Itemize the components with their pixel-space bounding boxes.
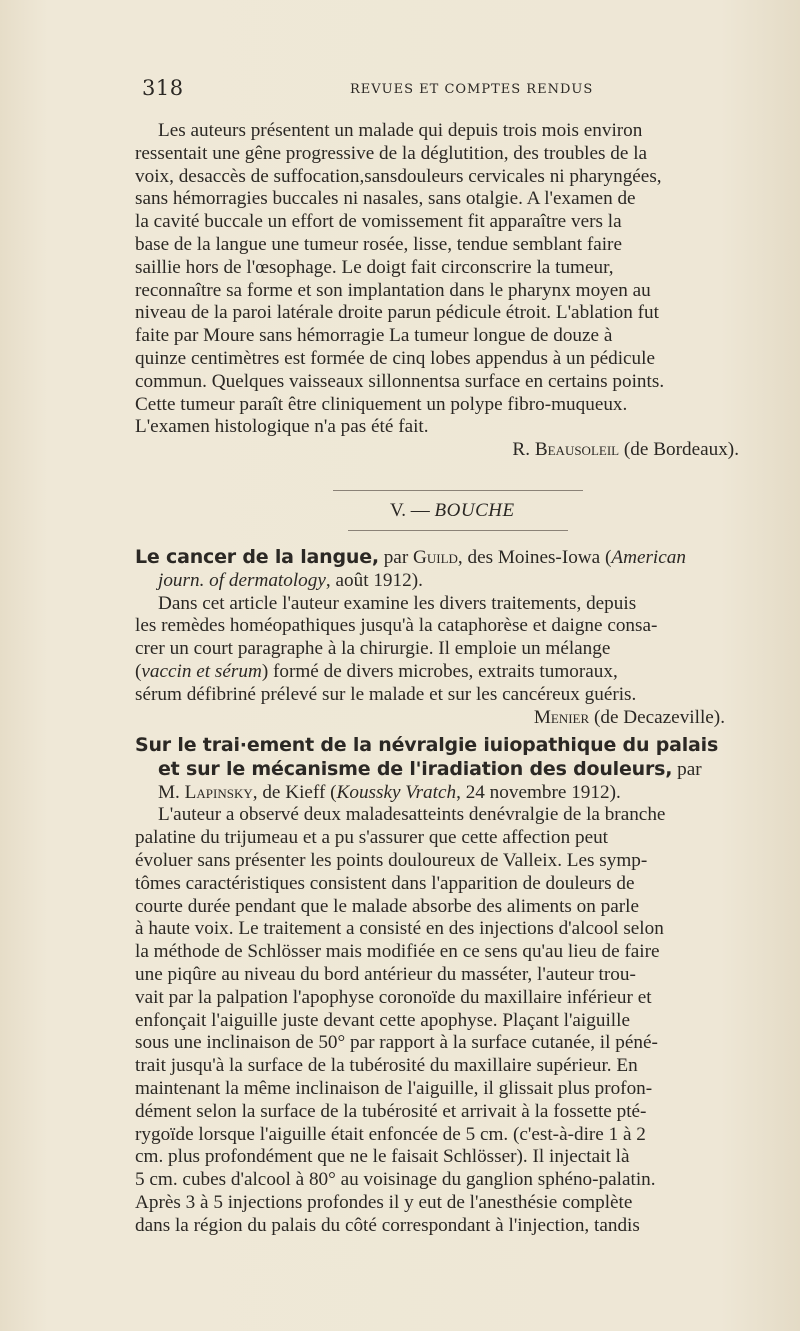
signature-initial: R. [512, 439, 531, 461]
page-header [140, 76, 780, 106]
signature [135, 439, 783, 462]
text-line: dans la région du palais du côté correspondant à l'injection, tandis [135, 1214, 640, 1236]
text-line: la cavité buccale un effort de vomissement fit apparaître vers la [135, 211, 622, 233]
article-title: Le cancer de la langue, [135, 546, 379, 568]
article-date: , août 1912). [325, 569, 423, 591]
article-date: , 24 novembre 1912). [456, 781, 621, 803]
running-title: REVUES ET COMPTES RENDUS [350, 82, 594, 97]
section-heading [390, 500, 515, 522]
text-line: quinze centimètres est formée de cinq lobes appendus à un pédicule [135, 347, 656, 369]
article-heading [135, 734, 783, 758]
text-line: cm. plus profondément que ne le faisait Schlösser). Il injectait là [135, 1146, 630, 1168]
text-line: une piqûre au niveau du bord antérieur du masséter, l'auteur trou- [135, 963, 636, 985]
article-paragraph [135, 120, 783, 439]
article-author: Guild [413, 547, 458, 568]
article-heading: Le cancer de la langue, par Guild, des Moines-Iowa (American [135, 546, 686, 568]
article-paragraph [135, 804, 783, 1237]
text-line: Après 3 à 5 injections profondes il y eut de l'anesthésie complète [135, 1191, 633, 1213]
article-heading-cont [135, 570, 783, 593]
italic-term: vaccin et sérum [141, 660, 262, 682]
text-line: vait par la palpation l'apophyse coronoïde du maxillaire inférieur et [135, 986, 652, 1008]
text-line: crer un court paragraphe à la chirurgie. Il emploie un mélange [135, 638, 611, 660]
article-paragraph [135, 593, 783, 661]
section-title: BOUCHE [434, 500, 515, 521]
text-line: à haute voix. Le traitement a consisté en des injections d'alcool selon [135, 918, 664, 940]
text-line: évoluer sans présenter les points douloureux de Valleix. Les symp- [135, 849, 648, 871]
text-line: faite par Moure sans hémorragie La tumeur longue de douze à [135, 325, 613, 347]
text-line: Cette tumeur paraît être cliniquement un polype fibro-muqueux. [135, 393, 628, 415]
journal-name-part2: journ. of dermatology [158, 569, 326, 591]
article-line: (vaccin et sérum) formé de divers microbes, extraits tumoraux, [135, 660, 618, 682]
text-line: enfonçait l'aiguille juste devant cette apophyse. Plaçant l'aiguille [135, 1009, 630, 1031]
section-number: V. — [390, 500, 430, 521]
text-line: tômes caractéristiques consistent dans l'apparition de douleurs de [135, 872, 635, 894]
article-cancer-langue [135, 546, 783, 729]
text-line: palatine du trijumeau et a pu s'assurer que cette affection peut [135, 827, 609, 849]
text-line: L'examen histologique n'a pas été fait. [135, 416, 429, 438]
page-number: 318 [142, 76, 184, 100]
text-line: la méthode de Schlösser mais modifiée en ce sens qu'au lieu de faire [135, 941, 660, 963]
text-line: les remèdes homéopathiques jusqu'à la cataphorèse et daigne consa- [135, 615, 658, 637]
text-line: voix, desaccès de suffocation,sansdouleurs cervicales ni pharyngées, [135, 165, 662, 187]
text-line: saillie hors de l'œsophage. Le doigt fait circonscrire la tumeur, [135, 256, 614, 278]
text-line: base de la langue une tumeur rosée, lisse, tendue semblant faire [135, 233, 622, 255]
text-line: trait jusqu'à la surface de la tubérosité du maxillaire supérieur. En [135, 1055, 638, 1077]
text-line: L'auteur a observé deux maladesatteints denévralgie de la branche [158, 804, 666, 826]
signature-name: Beausoleil [534, 439, 620, 461]
text-line: dément selon la surface de la tubérosité et arrivait à la fossette pté- [135, 1100, 647, 1122]
article-heading-cont: et sur le mécanisme de l'iradiation des douleurs, par [158, 757, 702, 780]
article-author: Lapinsky [184, 781, 253, 803]
text-line: Dans cet article l'auteur examine les divers traitements, depuis [158, 592, 637, 614]
text-line: commun. Quelques vaisseaux sillonnentsa surface en certains points. [135, 370, 665, 392]
signature-place: (de Decazeville). [593, 706, 725, 728]
text-line: Les auteurs présentent un malade qui depuis trois mois environ [158, 120, 643, 141]
journal-name-part1: American [611, 547, 686, 568]
journal-name: Koussky Vratch [336, 781, 457, 803]
text-line: 5 cm. cubes d'alcool à 80° au voisinage du ganglion sphéno-palatin. [135, 1169, 656, 1191]
signature-name: Menier [533, 706, 590, 728]
article-title-line1: Sur le trai·ement de la névralgie iuiopathique du palais [135, 734, 719, 756]
text-line: courte durée pendant que le malade absorbe des aliments on parle [135, 895, 639, 917]
text-line: reconnaître sa forme et son implantation dans le pharynx moyen au [135, 279, 651, 301]
text-line: ressentait une gêne progressive de la déglutition, des troubles de la [135, 142, 648, 164]
article-title-line2: et sur le mécanisme de l'iradiation des douleurs, [158, 757, 673, 780]
text-line: sous une inclinaison de 50° par rapport à la surface cutanée, il péné- [135, 1032, 658, 1054]
signature-place: (de Bordeaux). [623, 439, 739, 461]
signature [135, 707, 783, 730]
article-line: sérum défibriné prélevé sur le malade et sur les cancéreux guéris. [135, 683, 637, 705]
article-continuation [135, 120, 783, 462]
text-line: rygoïde lorsque l'aiguille était enfoncée de 5 cm. (c'est-à-dire 1 à 2 [135, 1123, 646, 1145]
rule-bottom [348, 530, 568, 531]
text-line: maintenant la même inclinaison de l'aiguille, il glissait plus profon- [135, 1077, 653, 1099]
rule-top [333, 490, 583, 491]
text-line: niveau de la paroi latérale droite parun pédicule étroit. L'ablation fut [135, 302, 659, 324]
text-line: sans hémorragies buccales ni nasales, sans otalgie. A l'examen de [135, 188, 636, 210]
article-nevralgie [135, 734, 783, 1238]
article-byline: M. Lapinsky, de Kieff (Koussky Vratch, 24 novembre 1912). [158, 781, 621, 803]
